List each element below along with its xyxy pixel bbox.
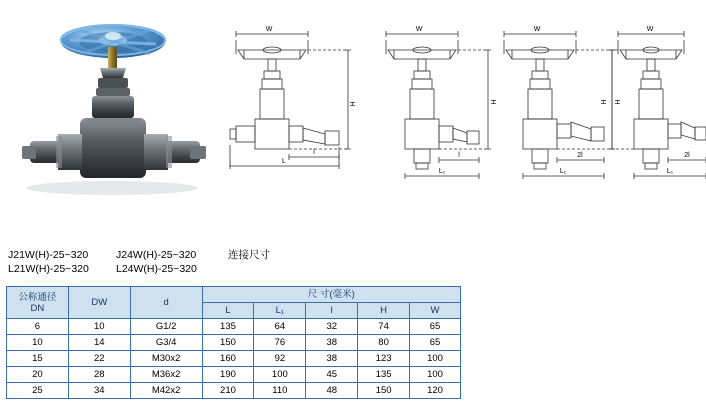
header-H: H <box>358 303 410 319</box>
cell-L1: 76 <box>254 335 306 351</box>
svg-text:L₁: L₁ <box>666 168 674 175</box>
svg-text:L₁: L₁ <box>438 168 446 175</box>
cell-d: G1/2 <box>130 319 202 335</box>
svg-text:H: H <box>491 99 498 105</box>
cell-dn: 10 <box>7 335 69 351</box>
cell-dw: 22 <box>68 351 130 367</box>
cell-L: 210 <box>202 383 254 399</box>
cell-H: 123 <box>358 351 410 367</box>
table-row <box>7 351 461 367</box>
cell-l: 38 <box>306 335 358 351</box>
svg-text:W: W <box>415 26 423 33</box>
svg-text:W: W <box>265 26 273 33</box>
svg-text:H: H <box>615 99 622 105</box>
cell-dw: 10 <box>68 319 130 335</box>
cell-L1: 64 <box>254 319 306 335</box>
cell-dn: 20 <box>7 367 69 383</box>
cell-l: 38 <box>306 351 358 367</box>
cell-L: 150 <box>202 335 254 351</box>
table-row <box>7 319 461 335</box>
table-header-row-1 <box>7 287 461 303</box>
svg-text:L₁: L₁ <box>559 168 567 175</box>
header-dn-line1: 公称通径 <box>18 291 57 303</box>
connection-size-caption: 连接尺寸 <box>228 249 270 261</box>
header-L1: L₁ <box>254 303 306 319</box>
cell-dn: 15 <box>7 351 69 367</box>
header-d: d <box>130 287 202 319</box>
header-dn-line2: DN <box>30 302 45 314</box>
cell-d: G3/4 <box>130 335 202 351</box>
cell-dw: 14 <box>68 335 130 351</box>
cell-H: 135 <box>358 367 410 383</box>
cell-W: 65 <box>410 319 461 335</box>
model-l21w: L21W(H)-25~320 <box>8 263 89 275</box>
svg-text:H: H <box>350 101 357 107</box>
svg-text:l: l <box>458 152 460 159</box>
cell-L: 160 <box>202 351 254 367</box>
svg-text:W: W <box>646 26 654 33</box>
cell-H: 80 <box>358 335 410 351</box>
cell-L: 135 <box>202 319 254 335</box>
header-dw: DW <box>68 287 130 319</box>
view-j24w <box>386 26 498 179</box>
cell-dn: 6 <box>7 319 69 335</box>
cell-dw: 34 <box>68 383 130 399</box>
valve-body-graphic <box>80 118 146 178</box>
cell-H: 150 <box>358 383 410 399</box>
header-L: L <box>202 303 254 319</box>
cell-d: M36x2 <box>130 367 202 383</box>
cell-l: 48 <box>306 383 358 399</box>
cell-l: 32 <box>306 319 358 335</box>
cell-dn: 25 <box>7 383 69 399</box>
dimensions-table <box>6 286 461 399</box>
valve-photo <box>0 0 222 218</box>
cell-W: 65 <box>410 335 461 351</box>
cell-d: M42x2 <box>130 383 202 399</box>
header-dimension-group: 尺 寸(毫米) <box>202 287 460 303</box>
cell-d: M30x2 <box>130 351 202 367</box>
cell-L1: 92 <box>254 351 306 367</box>
cell-W: 100 <box>410 351 461 367</box>
table-row <box>7 335 461 351</box>
model-j24w: J24W(H)-25~320 <box>116 249 197 261</box>
cell-dw: 28 <box>68 367 130 383</box>
svg-text:l: l <box>313 149 315 156</box>
model-j21w: J21W(H)-25~320 <box>8 249 89 261</box>
packing-nut-graphic <box>100 68 126 78</box>
cell-W: 100 <box>410 367 461 383</box>
view-j21w <box>230 26 357 169</box>
cell-H: 74 <box>358 319 410 335</box>
header-W: W <box>410 303 461 319</box>
table-row <box>7 367 461 383</box>
cell-L1: 100 <box>254 367 306 383</box>
svg-text:H: H <box>601 99 608 105</box>
svg-text:2l: 2l <box>577 152 583 159</box>
model-designations <box>8 248 270 276</box>
cell-l: 45 <box>306 367 358 383</box>
dimension-drawings <box>222 10 706 200</box>
cell-L1: 110 <box>254 383 306 399</box>
stem-graphic <box>108 47 117 69</box>
header-dn <box>7 287 69 319</box>
cell-L: 190 <box>202 367 254 383</box>
model-l24w: L24W(H)-25~320 <box>116 263 197 275</box>
bonnet-graphic <box>92 96 134 118</box>
svg-text:W: W <box>533 26 541 33</box>
svg-text:2l: 2l <box>684 152 690 159</box>
svg-text:L: L <box>282 158 286 165</box>
cell-W: 120 <box>410 383 461 399</box>
header-l: l <box>306 303 358 319</box>
table-row <box>7 383 461 399</box>
